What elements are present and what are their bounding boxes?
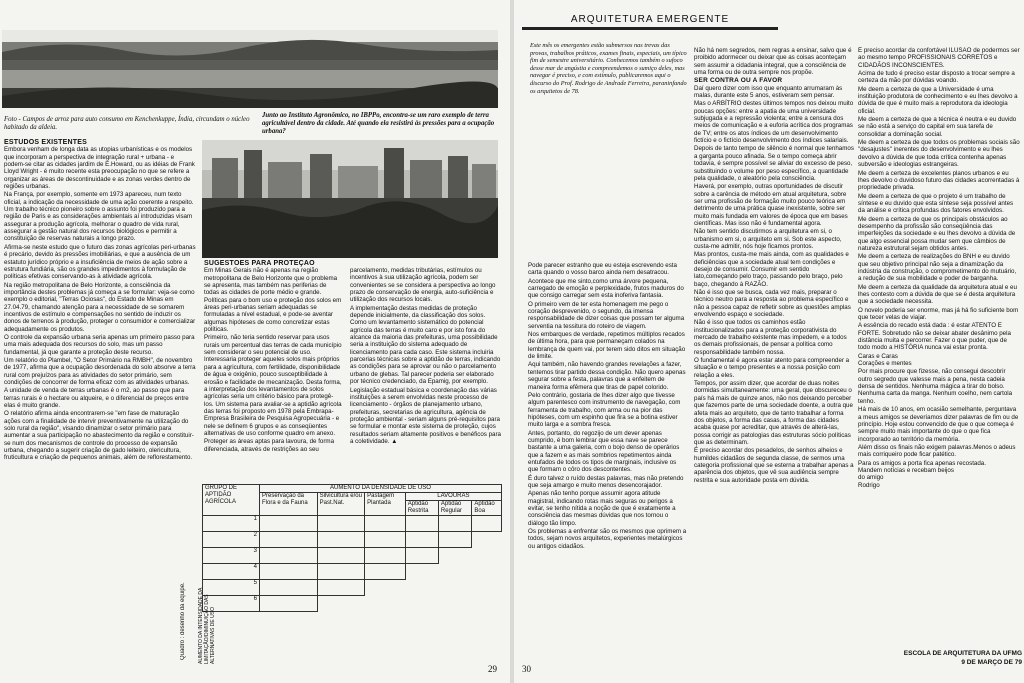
photo-top-caption: Foto - Campos de arroz para auto consumo em Kenchenkuppe, Índia, circundam o núcleo habitado da aldeia. (4, 116, 250, 131)
paragraph: Não tem sentido discutirmos a arquitetura em si, o urbanismo em si, o arquiteto em si. Sob este aspecto, custa-me admitir, nós hoje ficamos prontos. (694, 228, 842, 250)
paragraph: É preciso acordar dos pesadelos, de senhos alheios e humildes cidadãos de segunda classe, de sermos uma categoria profissional que se esterna a trabalhar apenas a aparência dos objetos, que vê sua audiência sempre restrita e sua autoridade posta em dúvida. (694, 447, 854, 484)
paragraph: Pelo contrário, gostaria de lhes dizer algo que tivesse algum parentesco com instrumento de navegação, com ferramenta de trabalho, com arma ou na pior das hipóteses, com um espinho que fira se a botina estiver muito larga e a sombra fresca. (528, 391, 681, 429)
table-col-header: Preservação da Flora e da Fauna (260, 493, 318, 516)
paragraph: Daí quero dizer com isso que enquanto arrumaram às malas, durante este 5 anos, estiveram sem pensar. (694, 84, 843, 100)
paragraph: Me deem a certeza de que os principais obstáculos ao desempenho da profissão são conseqüência das imperfeições da sociedade e eu lhes devolvo a dúvida de que algo essencial possa mudar sem que câmbios de natureza estrutural sejam obtidos antes. (858, 215, 1016, 252)
paragraph: Me deem a certeza da qualidade da arquitetura atual e eu lhes contesto com a dúvida de que se é desta arquitetura que a sociedade necessita. (858, 283, 1017, 306)
table-row-label: 2 (203, 532, 260, 548)
paragraph: Um relatório do Plambel, "O Setor Primário na RMBH", de novembro de 1977, afirma que a ocupação desordenada do solo absorve a terra rural com prejuízos para as atividades do setor primário, sem condições de concorrer de forma eficaz com as atividades urbanas. (4, 356, 196, 386)
paragraph: Antes, portanto, do regozijo de um dever apenas cumprido, é bom lembrar que essa nave se parece bastante a uma galeria, com o bojo denso de operários que a fazem e as mais sombrios repetimentos ainda entufados de todos os tipos de marginais, inclusive os que formam o côro dos descontentes. (528, 429, 680, 474)
paragraph: Pode parecer estranho que eu esteja escrevendo esta carta quando o vosso barco ainda nem desatracou. (528, 262, 677, 277)
paragraph: O novelo poderia ser enorme, mas já há fio suficiente bom que tecer velas de viajar. (858, 306, 1019, 322)
table-col-header: Aptidão Boa (472, 501, 502, 516)
aptitude-table (202, 484, 502, 612)
paragraph: Corações e mentes (858, 360, 912, 368)
paragraph: Mas o ARBÍTRIO destes últimos tempos nos deixou muito poucas opções: entre a apatia de uma universidade subjugada e a repressão violenta; entre a censura dos meios de comunicação e a euforia acrítica dos programas de TV; entre os atos índices de um desenvolvimento fictício e o fictício desenvolvimento dos índices salariais. (694, 100, 854, 145)
header-rule (522, 27, 778, 30)
section-title-estudos: ESTUDOS EXISTENTES (4, 139, 87, 146)
closing-line: Mandem notícias e recebam beijos (858, 466, 954, 474)
paragraph: Proteger as áreas aptas para lavoura, de forma diferenciada, através de restrições ao seu (204, 438, 335, 453)
footer-school: ESCOLA DE ARQUITETURA DA UFMG (903, 650, 1022, 657)
page-number-left: 29 (488, 664, 497, 674)
paragraph: Caras e Caras (858, 352, 898, 360)
left-col-1 (4, 139, 196, 659)
table-row-label: 4 (203, 564, 260, 580)
paragraph: A implementação destas medidas de proteção depende inicialmente, da classificação dos solos. Como um levantamento sistemático do potencial agrícola das terras é muito caro e por isto fora do alcance da maioria das prefeituras, uma possibilidade seria a instituição do sistema adequado de licenciamento para cada caso. Este sistema incluiria parcerias técnicas sobre a aptidão de terras, indicando as condições para se aprovar ou não o parcelamento urbano de glebas. Tal parecer poderia ser elaborado por técnico credenciado, da Epamig, por exemplo. (350, 304, 501, 386)
rice-fields-photo (2, 30, 498, 108)
photo-mid-caption: Junto ao Instituto Agronômico, no IBPPo, encontra-se um raro exemplo de terra agricultável dentro da cidade. Até quando ela resistirá às pressões para a ocupação urbana? (262, 112, 495, 135)
paragraph: Embora venham de longa data as utopias urbanísticas e os modelos que incorporam a perspectiva de integração rural + urbana - e podem-se citar as cidades jardim de E.Howard, ou as idéias de Frank Lloyd Wright - é muito recente esta preocupação no que se refere a organizar as áreas de descontinuidade e as zonas verdes dentro de regiões urbanas. (4, 146, 195, 191)
paragraph: Depois de tanto tempo de silêncio é normal que tenhamos a garganta pouco afinada. Se o tempo começa abrir todavia, é sempre possível se aliviar do excesso de peso, substituindo o volume por peso específico, a quantidade pela qualidade, o aleatório pela consciência. (694, 145, 854, 182)
paragraph: Me deem a certeza de que o projeto é um trabalho de síntese e eu duvido que esta síntese seja possível antes da análise e crítica profundas dos fatores envolvidos. (858, 192, 1014, 215)
paragraph: Na França, por exemplo, somente em 1973 apareceu, num texto oficial, a indicação da necessidade de uma ação coerente a respeito. Um trabalho técnico pioneiro sobre o assunto foi produzido para a região de Paris e as considerações ambientais aí introduzidas visam assegurar a produção agrícola, melhorar o quadro de vida rural, assegurar a gestão natural dos recursos biológicos e permitir a constituição de reservas naturais a longo prazo. (4, 191, 194, 243)
paragraph: Apenas não tenho porque assumir agora atitude magistral, indicando rotas mais seguras ou perigos a evitar, se tenho nítida a noção de que é exatamente a consciência das mesmas dúvidas que nos tornou o diálogo tão limpo. (528, 490, 676, 527)
table-col-header: Aptidão Regular (438, 501, 471, 516)
paragraph: A unidade de venda de terras urbanas é o m2, ao passo que para terras rurais é o hectare ou alqueire, e o diferencial de preços entre elas é muito grande. (4, 387, 189, 410)
signature-name: Rodrigo (858, 481, 880, 489)
right-col-3 (858, 47, 1020, 637)
table-col-header: Aptidão Restrita (405, 501, 438, 516)
paragraph: Me deem a certeza de que a Universidade é uma instituição produtora de conhecimento e eu lhes devolvo a dúvida de que é muito mais a reprodutora da ideologia oficial. (858, 85, 1018, 115)
closing-line: Para os amigos a porta fica apenas recostada. (858, 459, 986, 467)
footer-date: 9 DE MARÇO DE 79 (961, 659, 1022, 666)
page-number-right: 30 (522, 664, 531, 674)
paragraph: Me deem a certeza de que a técnica é neutra e eu duvido se não está a serviço do capital em sua tarefa de consolidar a dominação social. (858, 116, 1017, 138)
paragraph: Os problemas a enfrentar são os mesmos que oprimem a todos, sejam novos arquitetos, experientes metalúrgicos ou antigos cidadãos. (528, 528, 687, 550)
right-page (514, 0, 1024, 683)
table-lavouras-header: LAVOURAS (405, 493, 501, 501)
left-page (0, 0, 510, 683)
closing-line: do amigo (858, 474, 884, 482)
table-credit: Quadro : desenho da equipe. (180, 582, 186, 660)
paragraph: É duro talvez o ruído destas palavras, mas não pretendo que seja amargo e muito menos desencorajador. (528, 474, 684, 489)
paragraph: Me deem a certeza de que todos os problemas sociais são "desajustes" inerentes do desenvolvimento e eu lhes devolvo a dúvida de que toda crítica contenha apenas subversão e ideologias estrangeiras. (858, 139, 1020, 169)
paragraph: Aqui também, não havendo grandes revelações a fazer, tentemos tirar partido dessa condição. Não quero apenas segurar sobre a festa, palavras que a enfeitem de maneira forma efêmera que tiras de papel colorido. (528, 361, 686, 391)
paragraph: Afirma-se neste estudo que o futuro das zonas agrícolas peri-urbanas é precário, devido às pressões imobiliárias, e que a ausência de um estatuto jurídico próprio e a insuficiência de meios de ação sobre a estrutura fundiária, são os grandes impedimentos à formulação de políticas efetivas conservando-as à atividade agrícola. (4, 243, 196, 281)
right-col-1 (528, 262, 688, 672)
left-col-2 (204, 260, 342, 478)
paragraph: O primeiro vem de ter esta homenagem me pego o coração desprevenido, o segundo, da imensa responsabilidade de dizer coisas que possam ter alguma serventia na tessitura do roteiro de viagem. (528, 300, 685, 330)
paragraph: Há mais de 10 anos, em ocasião semelhante, perguntava a meus amigos se deveríamos dizer palavras de fim ou de princípio. Hoje estou convencido de que o que começa é sempre muito mais importante do que o que fica incorporado ao território da memória. (858, 406, 1019, 443)
table-row-label: 1 (203, 516, 260, 532)
table-row-label: 3 (203, 548, 260, 564)
paragraph: O controle da expansão urbana seria apenas um primeiro passo para uma mais adequada dos recursos do solo, mas um passo fundamental, já que garante a proteção deste recurso. (4, 333, 195, 356)
paragraph: Acontece que me sinto,como uma árvore pequena, carregado de emoção e perplexidade, frutos maduros do que consigo carregar sem esta inoferiva fantasia. (528, 277, 684, 300)
paragraph: Primeiro, não teria sentido reservar para usos rurais um percentual das terras de cada município sem considerar o seu potencial de uso. Interessaria proteger aqueles solos mais próprios para a agricultura, com fertilidade, disponibilidade de água e oxigênio, pouco susceptibilidade à erosão e facilidade de mecanização. Desta forma, a interpretação dos levantamentos de solos agrícolas seria um critério básico para protegê-los. Um sistema para avaliar-se a aptidão agrícola das terras foi proposto em 1978 pela Embrapa-Empresa Brasileira de Pesquisa Agropecuária - e nele se definem 6 grupos e as conseqüentes alternativas de uso conforme quadro em anexo. (204, 334, 342, 437)
table-main-header: AUMENTO DA DENSIDADE DE USO (260, 485, 502, 493)
paragraph: Não é isso que se busca, cada vez mais, preparar o técnico neutro para a resposta ao problema específico e não a pessoa capaz de refletir sobre as questões amplas envolvendo espaço e sociedade. (694, 289, 851, 319)
table-row-label: 5 (203, 580, 260, 596)
paragraph: Além disso os finais não exigem palavras.Menos o adeus mais corriqueiro pode ficar patético. (858, 443, 1016, 459)
table-group-header: GRUPO DE APTIDÃO AGRÍCOLA (203, 485, 260, 516)
paragraph: Mas prontos, custa-me mais ainda, com as qualidades e deficiências que a sociedade atual tem condições e desejo de consumir. Consumir em sentido lato,começando pelo traço, passando pelo braço, pelo baço, chegando à RAZÃO. (694, 251, 849, 288)
table-vertical-label: AUMENTO DA INTENSIDADE DA LIMITAÇÃO/DIMINUIÇÃO DAS ALTERNATIVAS DE USO (198, 587, 216, 664)
left-col-3 (350, 267, 502, 478)
paragraph: Me deem a certeza de excelentes planos urbanos e eu lhes devolvo o duvidoso futuro das cidades acorrentadas à propriedade privada. (858, 169, 1020, 192)
paragraph: Me deem a certeza de realizações do BNH e eu duvido que seu objetivo principal não seja a dinamização da indústria da construção, o comprometimento do mutuário, a redução de sua mobilidade e poder de barganha. (858, 253, 1017, 283)
section-header-title: ARQUITETURA EMERGENTE (570, 14, 730, 25)
paragraph: Em Minas Gerais não é apenas na região metropolitana de Belo Horizonte que o problema se apresenta, mas também nas periferias de todas as cidades de porte médio e grande. Políticas para o bom uso e proteção dos solos em áreas peri-urbanas seriam adequadas se formuladas a nível estadual, e pode-se aventar algumas hipóteses de como concretizar estas políticas. (204, 267, 342, 334)
table-col-header: Pastagem Plantada (365, 493, 406, 516)
intro-text: Este mês os emergentes estão submersos nas trevas das provas, trabalhos práticos, exames finais, especiais, um típico fim de semestre universitário. Conhecemos também o sufoco desse mar de angústia e compreendemos o sumiço deles, mas navegar é preciso, e com estímulo, publicaremos aqui o discurso do Prof. Rodrigo de Andrade Ferreira, paraninfando os arquitetos de 78. (530, 42, 687, 95)
paragraph: parcelamento, medidas tributárias, estímulos ou incentivos à sua utilização agrícola, podem ser convenientes se se considera a perspectiva ao longo prazo de conservação de energia, auto-suficiência e utilização dos recursos locais. (350, 267, 496, 304)
paragraph: Não é isso que todos os caminhos estão institucionalizados para a proteção corporativista do mercado de trabalho existente mas impedem, e a todos os demais profissionais, de pensar a política como responsabilidade também nossa. (694, 319, 847, 356)
right-col-2 (694, 47, 854, 675)
section-title-sugestoes: SUGESTÕES PARA PROTEÇÃO (204, 260, 315, 267)
city-photo (202, 140, 498, 258)
subheading-ser-contra: SER CONTRA OU A FAVOR (694, 77, 783, 85)
paragraph: Acima de tudo é preciso estar disposto a trocar sempre a certeza da mão por dúvidas voando. (858, 70, 1015, 85)
paragraph: A essência do recado está dada : é estar ATENTO E FORTE. Sobretudo não se deixar abater desânimo pela distância muita e percorrer. Fazer o que puder, que de todo modo a HISTÓRIA nunca vai estar pronta. (858, 322, 1011, 352)
paragraph: Não há nem segredos, nem regras a ensinar, salvo que é proibido adormecer ou deixar que as coisas aconteçam sem assumir a cidadania integral, que a consciência de uma forma ou de outra sempre nos propõe. (694, 47, 852, 77)
paragraph: O fundamental é agora estar atento para compreender a situação e o tempo presentes e a nossa posição com relação a eles. (694, 357, 850, 379)
paragraph: É preciso acordar da confortável ILUSÃO de podermos ser ao mesmo tempo PROFISSIONAIS CORRETOS e CIDADÃOS INCONSCIENTES. (858, 47, 1020, 69)
table-col-header: Silvicultura e/ou Past.Nat. (317, 493, 365, 516)
paragraph: O relatório afirma ainda encontrarem-se "em fase de maturação ações com a finalidade de intervir preventivamente na utilização do solo rural da região", visando dinamizar o setor primário para aumentar a sua participação no abastecimento da região e constituir-se num dos mecanismos de controle do processo de expansão urbana, chegando a sugerir criação de gado leiteiro, olericultura, fruticultura e criação de pequenos animais, além de reflorestamento. (4, 410, 194, 462)
paragraph: Legislação estadual básica e coordenação das várias instituições a serem envolvidas neste processo de licenciamento - órgãos de planejamento urbano, prefeituras, secretarias de agricultura, agência de proteção ambiental - seriam alguns pré-requisitos para se formular e montar este sistema de proteção, cujos resultados seriam altamente positivos e benéficos para a coletividade. ▲ (350, 386, 501, 445)
paragraph: Haverá, por exemplo, outras oportunidades de discutir sobre a carência de método em atual arquitetura, sobre ser uma profissão de formação muito pouco teórica em detrimento de uma prática quase inexistente, sobre ser muito mais fundada em valores de época que em bases científicas. Mas isso não é fundamental agora. (694, 183, 848, 227)
paragraph: Tempos, por assim dizer, que acordar de duas noites dormidas simultaneamente: uma geral, que obscureceu o país há mais de quinze anos, não nos deixando perceber que fazemos parte de uma sociedade doente, a outra que afeta mais ao arquiteto, que de tanto trabalhar a forma dos objetos, a forma das casas, a forma das cidades acaba quase por acreditar, que através de alterá-las, possa corrigir as patologias das estruturas sócio políticas que as determinam. (694, 380, 853, 446)
paragraph: Por mais procure que fizesse, não consegui descobrir outro segredo que valesse mais a pena, nesta cadeia densa de sentidos. Nenhuma mágica a tirar do bolso. Nenhuma carta da manga. Nenhum coelho, nem cartola tenho. (858, 368, 1013, 405)
paragraph: Nos embarques de verdade, repetimos múltiplos recados de última hora, para que permaneçam colados na lembrança de quem vai, por terem sido ditos em situação de limite. (528, 331, 686, 361)
paragraph: Na região metropolitana de Belo Horizonte, a consciência da importância destes problemas já começa a se formular: veja-se como exemplo o editorial, "Terras Ociosas", do Estado de Minas em 27.04.79, chamando atenção para a necessidade de se somarem incentivos de estímulo e compensações no sentido de induzir os donos de terrenos à produção, proteger o consumidor e comercializar adequadamente os produtos. (4, 281, 196, 333)
table-row-label: 6 (203, 596, 260, 612)
